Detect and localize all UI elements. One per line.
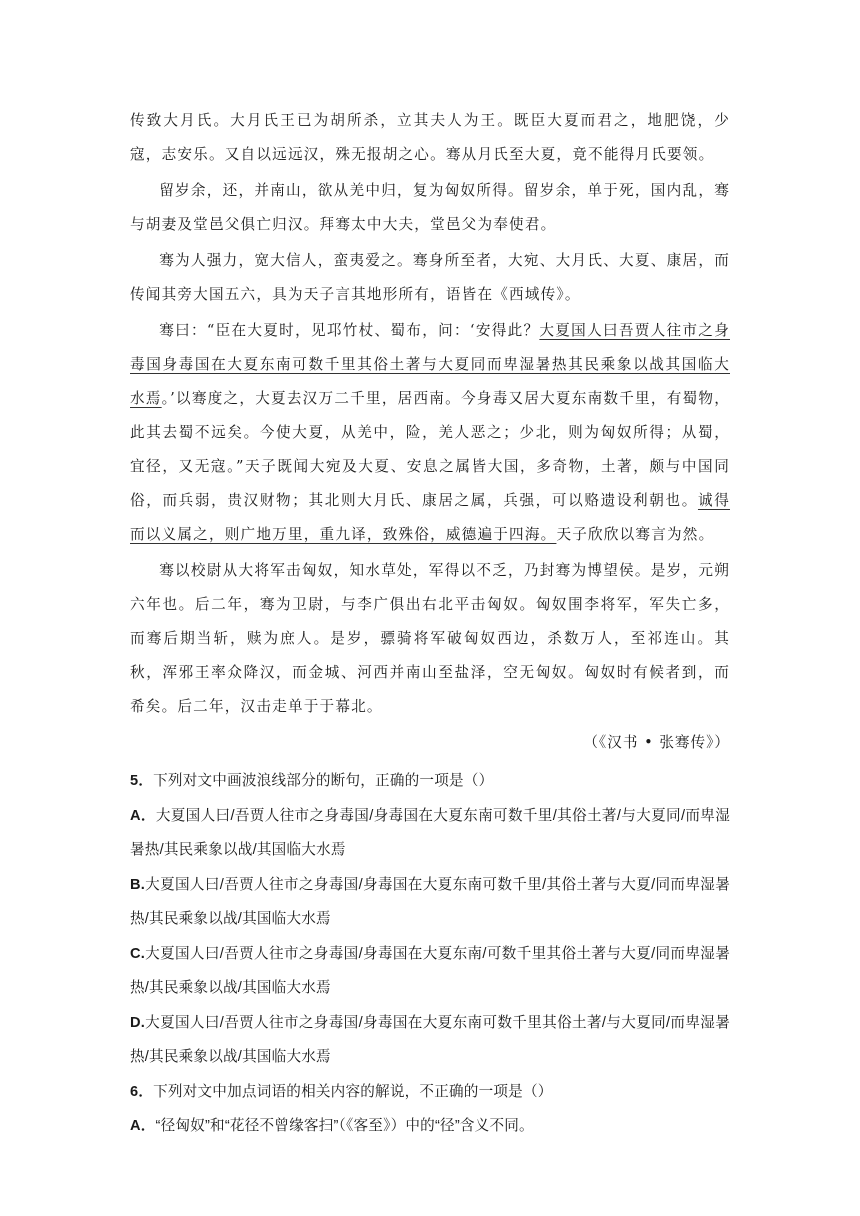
passage-source: （《汉书 • 张骞传》） (583, 734, 730, 751)
question-text: 下列对文中画波浪线部分的断句，正确的一项是（） (153, 773, 494, 789)
option-text: 大夏国人曰/吾贾人往市之身毒国/身毒国在大夏东南可数千里/其俗土著/与大夏同/而卑湿暑热/其民乘象以战/其国临大水焉 (130, 807, 730, 858)
passage-paragraph (130, 554, 730, 724)
option-label: D. (130, 1014, 145, 1031)
passage-text: 天子欣欣以骞言为然。 (556, 526, 715, 543)
option-label: B. (130, 876, 145, 893)
passage-text: 骞为人强力，宽大信人，蛮夷爱之。骞身所至者，大宛、大月氏、大夏、康居，而传闻其旁大国五六，具为天子言其地形所有，语皆在《西域传》。 (130, 252, 730, 303)
passage-paragraph (130, 104, 730, 172)
answer-option (130, 868, 730, 937)
option-label: C. (130, 945, 145, 962)
question-stem (130, 764, 730, 799)
option-text: 大夏国人曰/吾贾人往市之身毒国/身毒国在大夏东南/可数千里其俗土著与大夏/同而卑湿暑热/其民乘象以战/其国临大水焉 (130, 945, 730, 996)
answer-option (130, 1006, 730, 1075)
question-number: 6． (130, 1083, 154, 1100)
question-text: 下列对文中加点词语的相关内容的解说，不正确的一项是（） (153, 1083, 553, 1100)
answer-option (130, 1109, 730, 1144)
option-label: A． (130, 807, 156, 824)
option-text: 大夏国人曰/吾贾人往市之身毒国/身毒国在大夏东南可数千里/其俗土著与大夏/同而卑湿暑热/其民乘象以战/其国临大水焉 (130, 876, 730, 927)
passage-paragraph (130, 244, 730, 312)
passage-text: 骞曰：“臣在大夏时，见邛竹杖、蜀布，问：‘安得此？ (159, 322, 540, 339)
passage-text: 骞以校尉从大将军击匈奴，知水草处，军得以不乏，乃封骞为博望侯。是岁，元朔六年也。后二年，骞为卫尉，与李广俱出右北平击匈奴。匈奴围李将军，军失亡多，而骞后期当斩，赎为庶人。是岁，骠骑将军破匈奴西边，杀数万人，至祁连山。其秋，浑邪王率众降汉，而金城、河西并南山至盐泽，空无匈奴。匈奴时有候者到，而希矣。后二年，汉击走单于于幕北。 (130, 562, 730, 715)
option-label: A． (130, 1118, 156, 1134)
document-page (130, 104, 730, 1144)
passage-paragraph (130, 314, 730, 552)
question-number: 5． (130, 773, 154, 789)
option-text: 大夏国人曰/吾贾人往市之身毒国/身毒国在大夏东南可数千里其俗土著/与大夏同/而卑湿暑热/其民乘象以战/其国临大水焉 (130, 1014, 730, 1065)
classical-chinese-passage (130, 104, 730, 724)
wavy-underlined-text: 大夏国人曰吾贾人往市之身毒国身毒国在大夏东南可数千里其俗土著与大夏同而卑湿暑热其民乘象以战其国临大水焉 (130, 322, 730, 407)
option-text: “径匈奴”和“花径不曾缘客扫”（《客至》）中的“径”含义不同。 (155, 1118, 534, 1134)
question-list (130, 764, 730, 1144)
passage-paragraph (130, 174, 730, 242)
answer-option (130, 799, 730, 868)
passage-text: 。’以骞度之，大夏去汉万二千里，居西南。今身毒又居大夏东南数千里，有蜀物，此其去蜀不远矣。今使大夏，从羌中，险，羌人恶之；少北，则为匈奴所得；从蜀，宜径，又无寇。”天子既闻大宛及大夏、安息之属皆大国，多奇物，土著，颇与中国同俗，而兵弱，贵汉财物；其北则大月氏、康居之属，兵强，可以赂遗设利朝也。 (130, 390, 730, 509)
question-stem (130, 1075, 730, 1110)
answer-option (130, 937, 730, 1006)
underlined-sentence: 诚得而以义属之，则广地万里，重九译，致殊俗，威德遍于四海。 (130, 492, 730, 543)
passage-text: 留岁余，还，并南山，欲从羌中归，复为匈奴所得。留岁余，单于死，国内乱，骞与胡妻及堂邑父俱亡归汉。拜骞太中大夫，堂邑父为奉使君。 (130, 182, 730, 233)
passage-text: 传致大月氏。大月氏王已为胡所杀，立其夫人为王。既臣大夏而君之，地肥饶，少寇，志安乐。又自以远远汉，殊无报胡之心。骞从月氏至大夏，竟不能得月氏要领。 (130, 112, 730, 163)
